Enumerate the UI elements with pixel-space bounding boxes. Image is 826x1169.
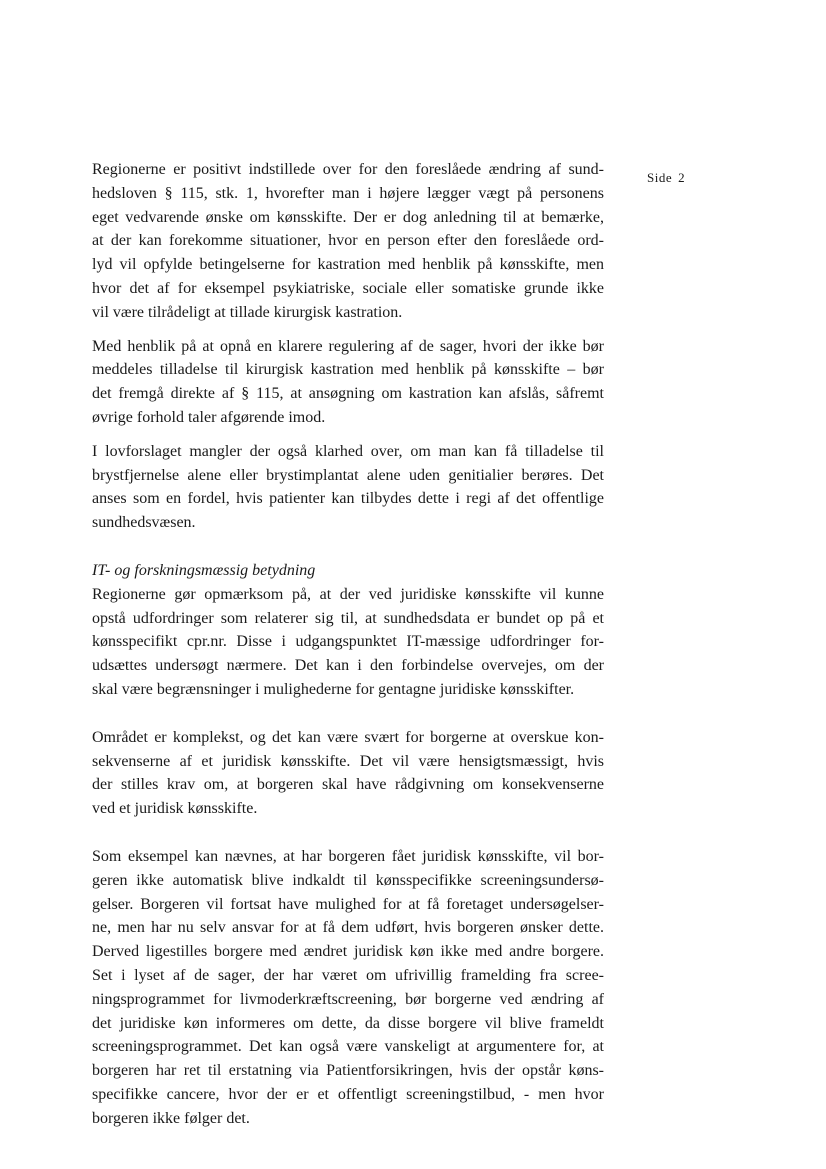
paragraph-4 [92, 559, 604, 702]
paragraph-line: eget vedvarende ønske om kønsskifte. Der er dog anledning til at bemærke, [92, 208, 604, 226]
paragraph-3 [92, 440, 604, 535]
paragraph-line: Som eksempel kan nævnes, at har borgeren fået juridisk kønsskifte, vil bor- [92, 847, 604, 865]
paragraph-line: borgeren har ret til erstatning via Patientforsikringen, hvis der opstår køns- [92, 1062, 604, 1080]
paragraph-line: I lovforslaget mangler der også klarhed over, om man kan få tilladelse til [92, 442, 604, 460]
paragraph-line: ne, men har nu selv ansvar for at få dem udført, hvis borgeren ønsker dette. [92, 919, 604, 937]
paragraph-6 [92, 845, 604, 1131]
paragraph-line: udsættes undersøgt nærmere. Det kan i den forbindelse overvejes, om der [92, 657, 604, 675]
paragraph-line: brystfjernelse alene eller brystimplantat alene uden genitialier berøres. Det [92, 466, 604, 484]
body-text [92, 158, 604, 1130]
paragraph-line: kønsspecifikt cpr.nr. Disse i udgangspunktet IT-mæssige udfordringer for- [92, 633, 604, 651]
paragraph-2 [92, 335, 604, 430]
paragraph-line: anses som en fordel, hvis patienter kan tilbydes dette i regi af det offentlige [92, 490, 604, 508]
paragraph-line: geren ikke automatisk blive indkaldt til kønsspecifikke screeningsundersø- [92, 871, 604, 889]
paragraph-line: hvor det af for eksempel psykiatriske, sociale eller somatiske grunde ikke [92, 279, 604, 297]
paragraph-line: screeningsprogrammet. Det kan også være vanskeligt at argumentere for, at [92, 1038, 604, 1056]
paragraph-line: sundhedsvæsen. [92, 514, 196, 532]
paragraph-line: at der kan forekomme situationer, hvor en person efter den foreslåede ord- [92, 232, 604, 250]
paragraph-line: gelser. Borgeren vil fortsat have mulighed for at få foretaget undersøgelser- [92, 895, 604, 913]
paragraph-line: Området er komplekst, og det kan være svært for borgerne at overskue kon- [92, 728, 604, 746]
paragraph-5 [92, 726, 604, 821]
paragraph-line: skal være begrænsninger i mulighederne for gentagne juridiske kønsskifter. [92, 680, 575, 698]
paragraph-line: Regionerne er positivt indstillede over for den foreslåede ændring af sund- [92, 161, 604, 178]
paragraph-line: vil være tilrådeligt at tillade kirurgisk kastration. [92, 303, 403, 321]
paragraph-line: ved et juridisk kønsskifte. [92, 800, 258, 818]
page-number [647, 170, 685, 186]
paragraph-line: opstå udfordringer som relaterer sig til, at sundhedsdata er bundet op på et [92, 609, 604, 627]
paragraph-line: lyd vil opfylde betingelserne for kastration med henblik på kønsskifte, men [92, 256, 604, 274]
paragraph-line: det fremgå direkte af § 115, at ansøgning om kastration kan afslås, såfremt [92, 385, 604, 403]
page-number-value: 2 [678, 170, 686, 185]
paragraph-line: øvrige forhold taler afgørende imod. [92, 408, 326, 426]
paragraph-line: det juridiske køn informeres om dette, da disse borgere vil blive frameldt [92, 1014, 604, 1032]
page-number-label: Side [647, 170, 673, 185]
paragraph-line: sekvenserne af et juridisk kønsskifte. Det vil være hensigtsmæssigt, hvis [92, 752, 604, 770]
paragraph-line: ningsprogrammet for livmoderkræftscreening, bør borgerne ved ændring af [92, 990, 604, 1008]
paragraph-line: hedsloven § 115, stk. 1, hvorefter man i højere lægger vægt på personens [92, 184, 604, 202]
paragraph-1 [92, 158, 604, 325]
paragraph-line: Med henblik på at opnå en klarere regulering af de sager, hvori der ikke bør [92, 337, 604, 355]
section-heading: IT- og forskningsmæssig betydning [92, 561, 316, 579]
paragraph-line: Set i lyset af de sager, der har været om ufrivillig framelding fra scree- [92, 966, 604, 984]
paragraph-line: specifikke cancere, hvor der er et offentligt screeningstilbud, - men hvor [92, 1085, 604, 1103]
paragraph-line: Regionerne gør opmærksom på, at der ved juridiske kønsskifte vil kunne [92, 585, 604, 603]
paragraph-line: der stilles krav om, at borgeren skal have rådgivning om konsekvenserne [92, 776, 604, 794]
paragraph-line: meddeles tilladelse til kirurgisk kastration med henblik på kønsskifte – bør [92, 361, 604, 379]
paragraph-line: borgeren ikke følger det. [92, 1109, 250, 1127]
paragraph-line: Derved ligestilles borgere med ændret juridisk køn ikke med andre borgere. [92, 943, 604, 961]
